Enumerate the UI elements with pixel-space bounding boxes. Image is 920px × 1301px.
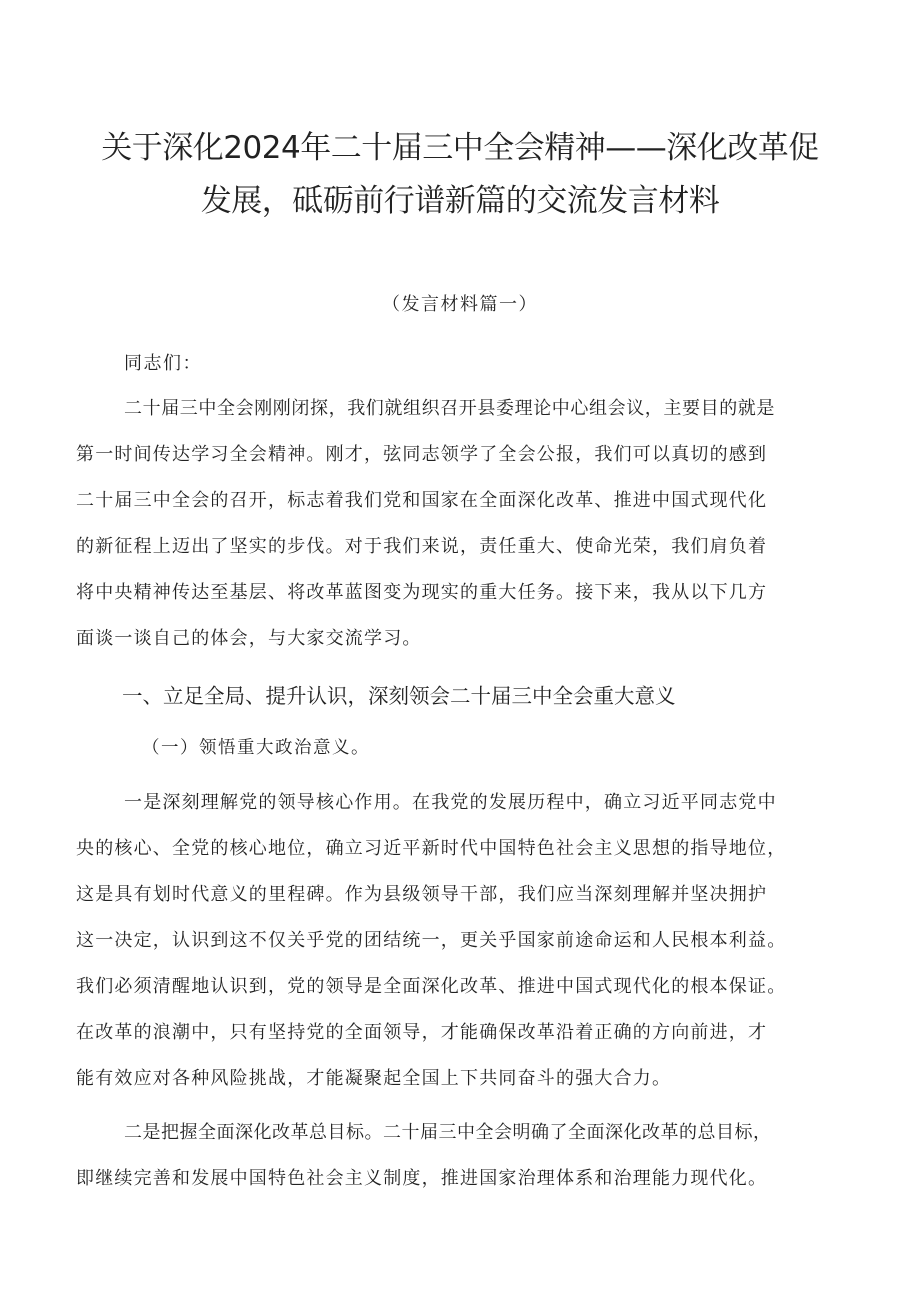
title-line-1: 关于深化2024年二十届三中全会精神——深化改革促 [101,130,819,166]
paragraph-line: 面谈一谈自己的体会，与大家交流学习。 [76,628,422,649]
greeting: 同志们： [124,353,202,374]
paragraph-line: 将中央精神传达至基层、将改革蓝图变为现实的重大任务。接下来，我从以下几方 [76,582,768,603]
document-subtitle: （发言材料篇一） [382,294,538,315]
paragraph-line: 这是具有划时代意义的里程碑。作为县级领导干部，我们应当深刻理解并坚决拥护 [76,884,768,905]
title-line-2: 发展，砥砺前行谱新篇的交流发言材料 [200,183,720,219]
paragraph-line: 即继续完善和发展中国特色社会主义制度，推进国家治理体系和治理能力现代化。 [76,1168,768,1189]
paragraph-line: 央的核心、全党的核心地位，确立习近平新时代中国特色社会主义思想的指导地位， [76,838,787,859]
paragraph-line: 一是深刻理解党的领导核心作用。在我党的发展历程中，确立习近平同志党中 [124,792,777,813]
paragraph-line: 二十届三中全会刚刚闭探，我们就组织召开县委理论中心组会议，主要目的就是 [124,398,775,419]
body-paragraph-1 [76,780,866,1102]
subsection-heading: （一）领悟重大政治意义。 [142,738,370,758]
paragraph-line: 的新征程上迈出了坚实的步伐。对于我们来说，责任重大、使命光荣，我们肩负着 [76,536,768,557]
paragraph-line: 这一决定，认识到这不仅关乎党的团结统一，更关乎国家前途命运和人民根本利益。 [76,930,787,951]
section-heading: 一、立足全局、提升认识，深刻领会二十届三中全会重大意义 [122,684,676,708]
paragraph-line: 在改革的浪潮中，只有坚持党的全面领导，才能确保改革沿着正确的方向前进，才 [76,1022,768,1043]
paragraph-line: 第一时间传达学习全会精神。刚才，弦同志领学了全会公报，我们可以真切的感到 [76,444,768,465]
paragraph-line: 二是把握全面深化改革总目标。二十届三中全会明确了全面深化改革的总目标， [124,1122,772,1143]
document-title [80,122,840,228]
paragraph-line: 二十届三中全会的召开，标志着我们党和国家在全面深化改革、推进中国式现代化 [76,490,768,511]
paragraph-line: 我们必须清醒地认识到，党的领导是全面深化改革、推进中国式现代化的根本保证。 [76,976,787,997]
intro-paragraph [76,386,866,662]
paragraph-line: 能有效应对各种风险挑战，才能凝聚起全国上下共同奋斗的强大合力。 [76,1068,672,1089]
body-paragraph-2 [76,1110,866,1202]
